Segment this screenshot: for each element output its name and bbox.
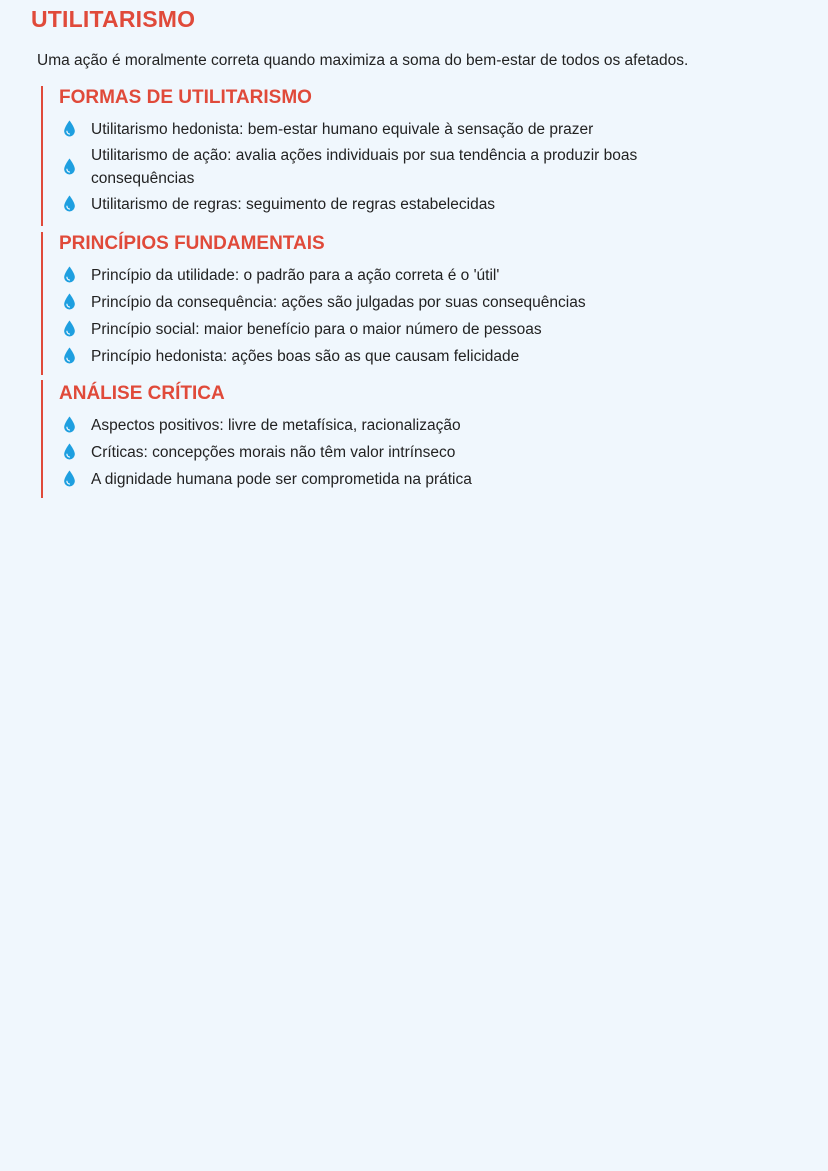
list-item — [59, 262, 761, 288]
list-item — [59, 289, 761, 315]
water-drop-icon — [63, 293, 76, 310]
item-list — [59, 116, 761, 217]
item-text: Princípio da utilidade: o padrão para a ação correta é o 'útil' — [91, 266, 500, 284]
item-text: Princípio social: maior benefício para o maior número de pessoas — [91, 320, 542, 338]
list-item — [59, 143, 761, 191]
section-analise — [41, 380, 761, 498]
list-item — [59, 316, 761, 342]
section-title: FORMAS DE UTILITARISMO — [59, 87, 312, 108]
list-item — [59, 116, 761, 142]
item-text: Críticas: concepções morais não têm valor intrínseco — [91, 443, 456, 461]
water-drop-icon — [63, 320, 76, 337]
item-list — [59, 262, 761, 369]
water-drop-icon — [63, 443, 76, 460]
water-drop-icon — [63, 195, 76, 212]
list-item — [59, 439, 761, 465]
item-text: Utilitarismo de regras: seguimento de regras estabelecidas — [91, 195, 496, 213]
water-drop-icon — [63, 120, 76, 137]
intro-text: Uma ação é moralmente correta quando maximiza a soma do bem-estar de todos os afetados. — [37, 52, 689, 69]
item-list — [59, 412, 761, 492]
section-formas — [41, 86, 761, 226]
item-text: Utilitarismo de ação: avalia ações individuais por sua tendência a produzir boas consequências — [91, 147, 638, 187]
section-principios — [41, 232, 761, 375]
water-drop-icon — [63, 266, 76, 283]
section-title: PRINCÍPIOS FUNDAMENTAIS — [59, 233, 325, 254]
list-item — [59, 191, 761, 217]
water-drop-icon — [63, 470, 76, 487]
page-title: UTILITARISMO — [31, 6, 196, 32]
item-text: Aspectos positivos: livre de metafísica, racionalização — [91, 416, 461, 434]
item-text: Utilitarismo hedonista: bem-estar humano equivale à sensação de prazer — [91, 120, 594, 138]
section-title: ANÁLISE CRÍTICA — [59, 383, 225, 404]
item-text: Princípio da consequência: ações são julgadas por suas consequências — [91, 293, 586, 311]
list-item — [59, 412, 761, 438]
water-drop-icon — [63, 347, 76, 364]
list-item — [59, 343, 761, 369]
item-text: Princípio hedonista: ações boas são as que causam felicidade — [91, 347, 520, 365]
water-drop-icon — [63, 416, 76, 433]
item-text: A dignidade humana pode ser comprometida na prática — [91, 470, 472, 488]
list-item — [59, 466, 761, 492]
water-drop-icon — [63, 158, 76, 175]
